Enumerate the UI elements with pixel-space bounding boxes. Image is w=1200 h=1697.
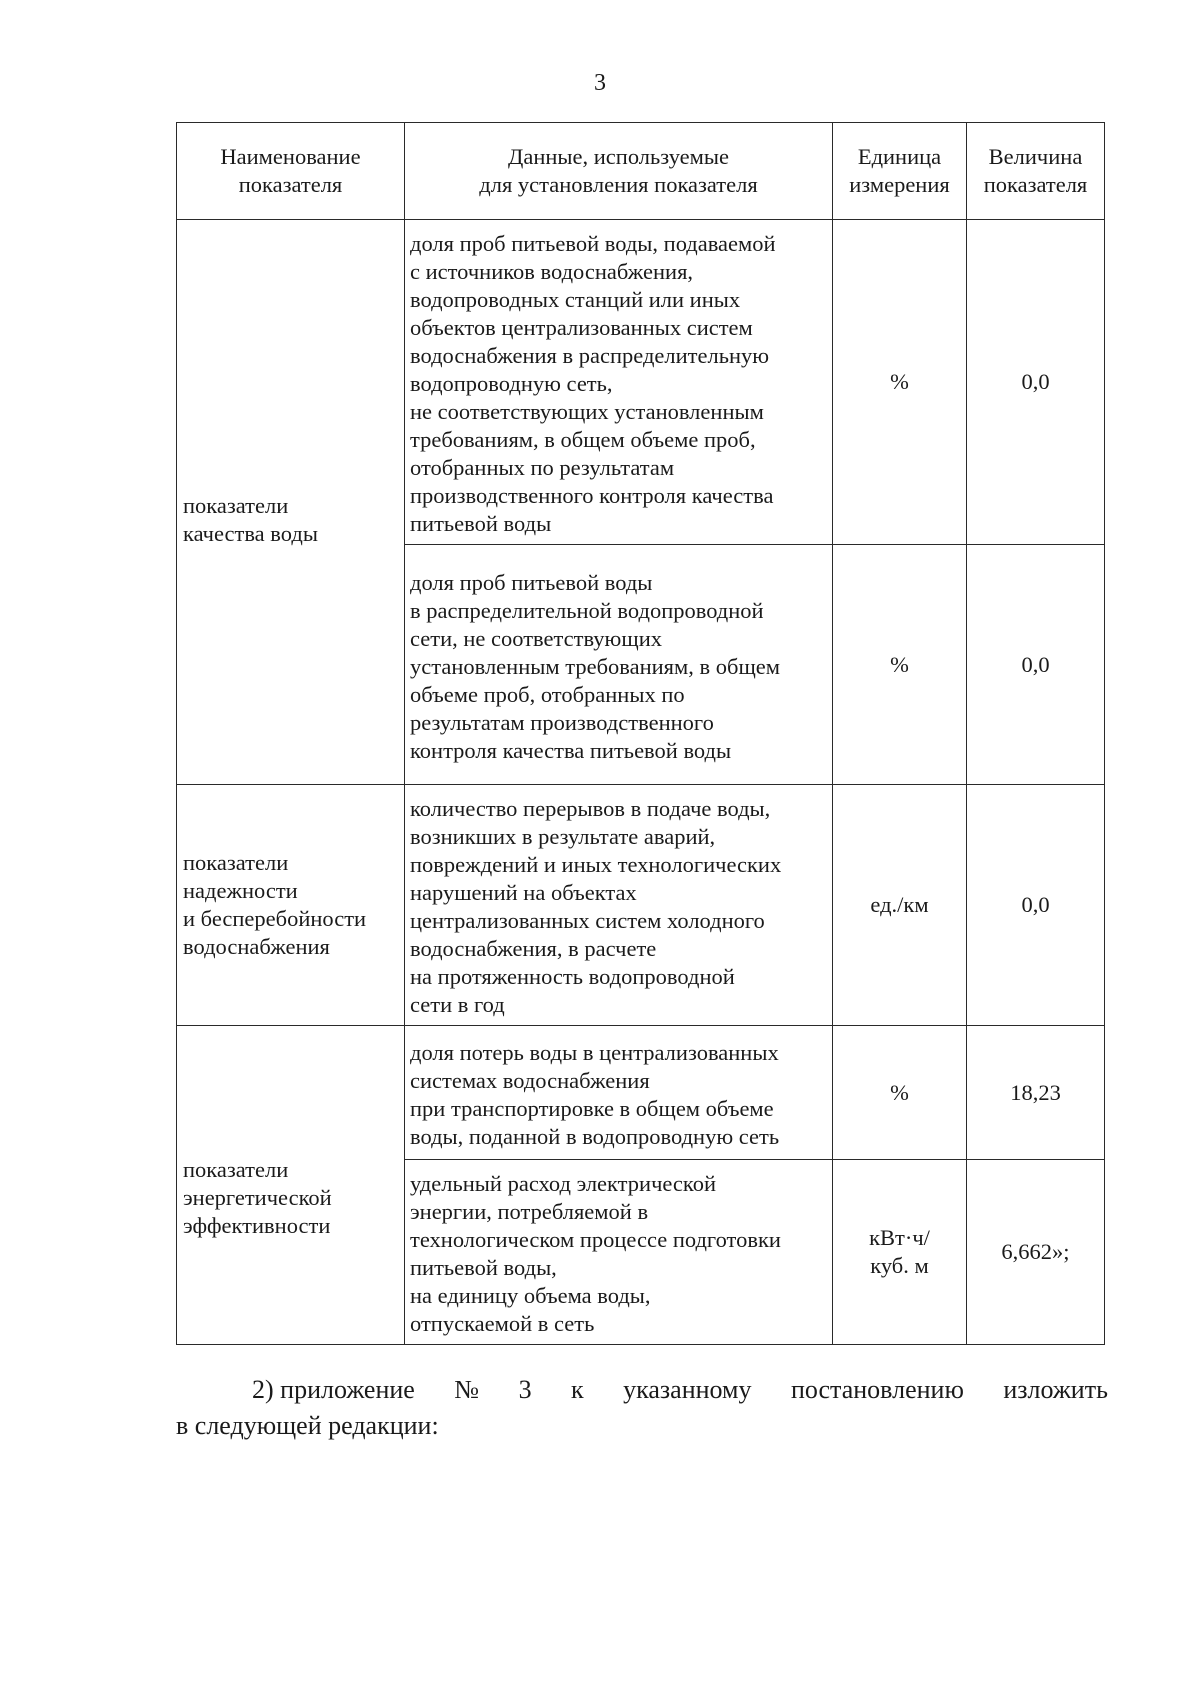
row-unit: %	[833, 545, 967, 785]
paragraph-word: постановлению	[790, 1375, 964, 1404]
table-row	[177, 1026, 1105, 1160]
row-unit: %	[833, 1026, 967, 1160]
category-reliability: показатели надежности и бесперебойности водоснабжения	[177, 785, 405, 1026]
header-data-used: Данные, используемые для установления показателя	[405, 123, 833, 220]
row-description: доля проб питьевой воды, подаваемой с источников водоснабжения, водопроводных станций или иных объектов централизованных систем водоснабжения в распределительную водопроводную сеть, не соответствующих установленным требованиям, в общем объеме проб, отобранных по результатам производственного контроля качества питьевой воды	[405, 220, 833, 545]
row-description: доля проб питьевой воды в распределительной водопроводной сети, не соответствующих установленным требованиям, в общем объеме проб, отобранных по результатам производственного контроля качества питьевой воды	[405, 545, 833, 785]
table-row	[177, 220, 1105, 545]
header-value: Величина показателя	[967, 123, 1105, 220]
row-value: 0,0	[967, 785, 1105, 1026]
paragraph-word: к	[571, 1375, 584, 1404]
row-description: количество перерывов в подаче воды, возникших в результате аварий, повреждений и иных технологических нарушений на объектах централизованных систем холодного водоснабжения, в расчете на протяженность водопроводной сети в год	[405, 785, 833, 1026]
row-value: 18,23	[967, 1026, 1105, 1160]
table-row	[177, 785, 1105, 1026]
row-value: 0,0	[967, 220, 1105, 545]
indicators-table	[176, 122, 1105, 1345]
paragraph-word: изложить	[1003, 1375, 1108, 1404]
header-unit: Единица измерения	[833, 123, 967, 220]
row-description: удельный расход электрической энергии, потребляемой в технологическом процессе подготовки питьевой воды, на единицу объема воды, отпускаемой в сеть	[405, 1160, 833, 1345]
row-unit: ед./км	[833, 785, 967, 1026]
paragraph-line-1	[176, 1372, 1108, 1408]
row-unit: %	[833, 220, 967, 545]
row-unit: кВт·ч/ куб. м	[833, 1160, 967, 1345]
paragraph-word: указанному	[623, 1375, 752, 1404]
amendment-paragraph	[176, 1372, 1108, 1444]
paragraph-word: 3	[518, 1375, 532, 1404]
category-energy-efficiency: показатели энергетической эффективности	[177, 1026, 405, 1345]
paragraph-word: 2) приложение	[252, 1375, 415, 1404]
table-header-row	[177, 123, 1105, 220]
page-number: 3	[594, 70, 606, 96]
category-water-quality: показатели качества воды	[177, 220, 405, 785]
row-description: доля потерь воды в централизованных системах водоснабжения при транспортировке в общем объеме воды, поданной в водопроводную сеть	[405, 1026, 833, 1160]
paragraph-line-2: в следующей редакции:	[176, 1411, 439, 1440]
header-indicator-name: Наименование показателя	[177, 123, 405, 220]
paragraph-word: №	[454, 1375, 480, 1404]
row-value: 6,662»;	[967, 1160, 1105, 1345]
row-value: 0,0	[967, 545, 1105, 785]
